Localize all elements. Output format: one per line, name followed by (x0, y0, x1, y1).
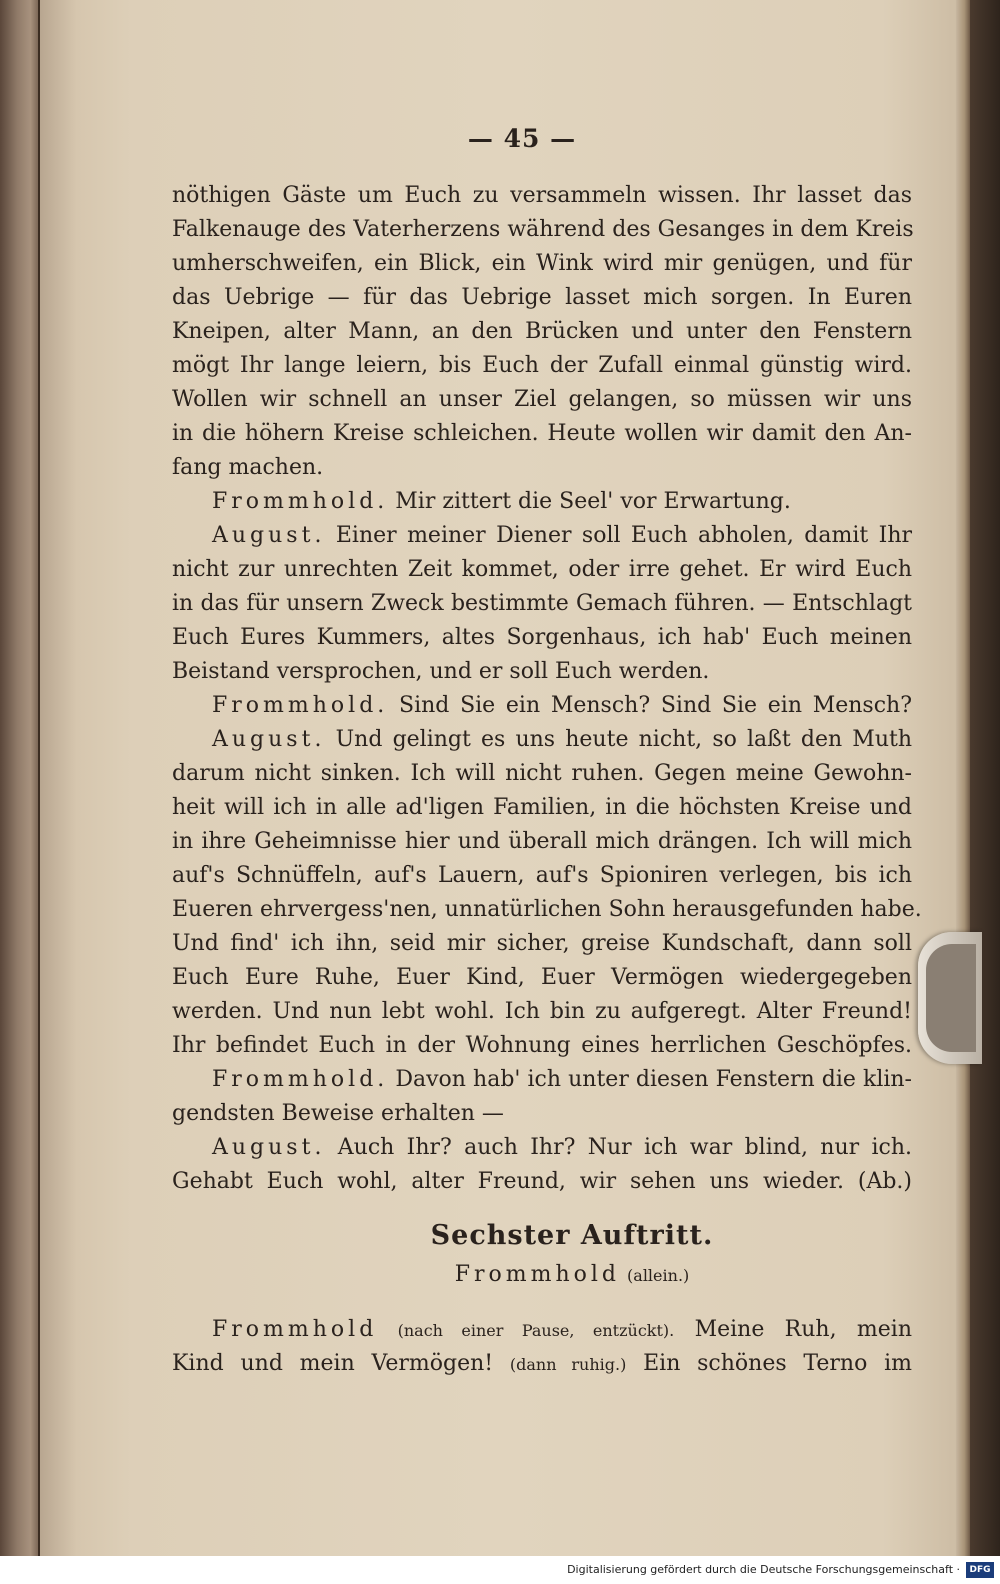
dialogue-text: Und gelingt es uns heute nicht, so laßt den Muth (335, 727, 912, 752)
text-line: heit will ich in alle ad'ligen Familien, in die höchsten Kreise und (172, 795, 912, 820)
scene-cast-name: Frommhold (454, 1262, 621, 1287)
text-line: fang machen. (172, 455, 324, 480)
text-line: in ihre Geheimnisse hier und überall mich drängen. Ich will mich (172, 829, 912, 854)
dialogue-line (212, 690, 912, 722)
book-cover-right (970, 0, 1000, 1556)
dfg-logo: DFG (966, 1562, 994, 1578)
dialogue-line (212, 1064, 912, 1096)
text-line: Kneipen, alter Mann, an den Brücken und unter den Fenstern (172, 319, 912, 344)
footer (0, 1556, 1000, 1584)
speaker-name: Frommhold. (212, 1067, 389, 1092)
scene-heading: Sechster Auftritt. (430, 1220, 714, 1251)
dialogue-text: Auch Ihr? auch Ihr? Nur ich war blind, nur ich. (337, 1135, 912, 1160)
text-line: Ihr befindet Euch in der Wohnung eines herrlichen Geschöpfes. (172, 1033, 912, 1058)
page-clip-inner (926, 944, 976, 1052)
text-line: Beistand versprochen, und er soll Euch werden. (172, 659, 710, 684)
dialogue-line (212, 520, 912, 552)
dialogue-line (212, 724, 912, 756)
dialogue-line (212, 1132, 912, 1164)
speaker-name: August. (212, 1135, 326, 1160)
book-page (40, 0, 956, 1556)
page-clip (918, 932, 982, 1064)
dialogue-text: Einer meiner Diener soll Euch abholen, damit Ihr (335, 523, 913, 548)
text-line: Euch Eures Kummers, altes Sorgenhaus, ich hab' Euch meinen (172, 625, 912, 650)
dialogue-text: Davon hab' ich unter diesen Fenstern die klin- (395, 1067, 912, 1092)
scene-cast (132, 1262, 956, 1287)
stage-direction: (nach einer Pause, entzückt). (397, 1321, 675, 1340)
text-line: Gehabt Euch wohl, alter Freund, wir sehen uns wieder. (Ab.) (172, 1169, 912, 1194)
dialogue-text: Mir zittert die Seel' vor Erwartung. (395, 489, 791, 514)
page-edge (956, 0, 970, 1556)
text-line: Wollen wir schnell an unser Ziel gelangen, so müssen wir uns (172, 387, 912, 412)
dialogue-line (212, 1314, 912, 1346)
text-line: werden. Und nun lebt wohl. Ich bin zu aufgeregt. Alter Freund! (172, 999, 912, 1024)
speaker-name: Frommhold. (212, 693, 389, 718)
dialogue-line (212, 486, 912, 518)
speaker-name: August. (212, 727, 326, 752)
dialogue-text: Kind und mein Vermögen! (172, 1351, 494, 1376)
speaker-name: Frommhold (212, 1317, 378, 1342)
speaker-name: August. (212, 523, 326, 548)
dialogue-text: Ein schönes Terno im (643, 1351, 912, 1376)
text-line: das Uebrige — für das Uebrige lasset mich sorgen. In Euren (172, 285, 912, 310)
scene-cast-note: (allein.) (627, 1266, 690, 1285)
text-line: Und find' ich ihn, seid mir sicher, greise Kundschaft, dann soll (172, 931, 912, 956)
dialogue-text: Meine Ruh, mein (694, 1317, 912, 1342)
text-line: mögt Ihr lange leiern, bis Euch der Zufall einmal günstig wird. (172, 353, 912, 378)
text-line: in das für unsern Zweck bestimmte Gemach führen. — Entschlagt (172, 591, 912, 616)
text-line (172, 1348, 912, 1380)
text-line: nöthigen Gäste um Euch zu versammeln wissen. Ihr lasset das (172, 183, 912, 208)
text-line: gendsten Beweise erhalten — (172, 1101, 504, 1126)
page-number: — 45 — (467, 124, 577, 153)
stage-direction: (dann ruhig.) (509, 1355, 627, 1374)
dialogue-text: Sind Sie ein Mensch? Sind Sie ein Mensch? (399, 693, 912, 718)
text-line: Eueren ehrvergess'nen, unnatürlichen Sohn herausgefunden habe. (172, 897, 922, 922)
text-line: Falkenauge des Vaterherzens während des Gesanges in dem Kreis (172, 217, 914, 242)
text-line: umherschweifen, ein Blick, ein Wink wird mir genügen, und für (172, 251, 912, 276)
text-line: auf's Schnüffeln, auf's Lauern, auf's Spioniren verlegen, bis ich (172, 863, 912, 888)
text-line: Euch Eure Ruhe, Euer Kind, Euer Vermögen wiedergegeben (172, 965, 912, 990)
text-line: in die höhern Kreise schleichen. Heute wollen wir damit den An- (172, 421, 912, 446)
book-cover-left (0, 0, 38, 1556)
text-line: darum nicht sinken. Ich will nicht ruhen. Gegen meine Gewohn- (172, 761, 912, 786)
text-line: nicht zur unrechten Zeit kommet, oder irre gehet. Er wird Euch (172, 557, 912, 582)
speaker-name: Frommhold. (212, 489, 389, 514)
footer-credit: Digitalisierung gefördert durch die Deutsche Forschungsgemeinschaft · (567, 1563, 960, 1576)
